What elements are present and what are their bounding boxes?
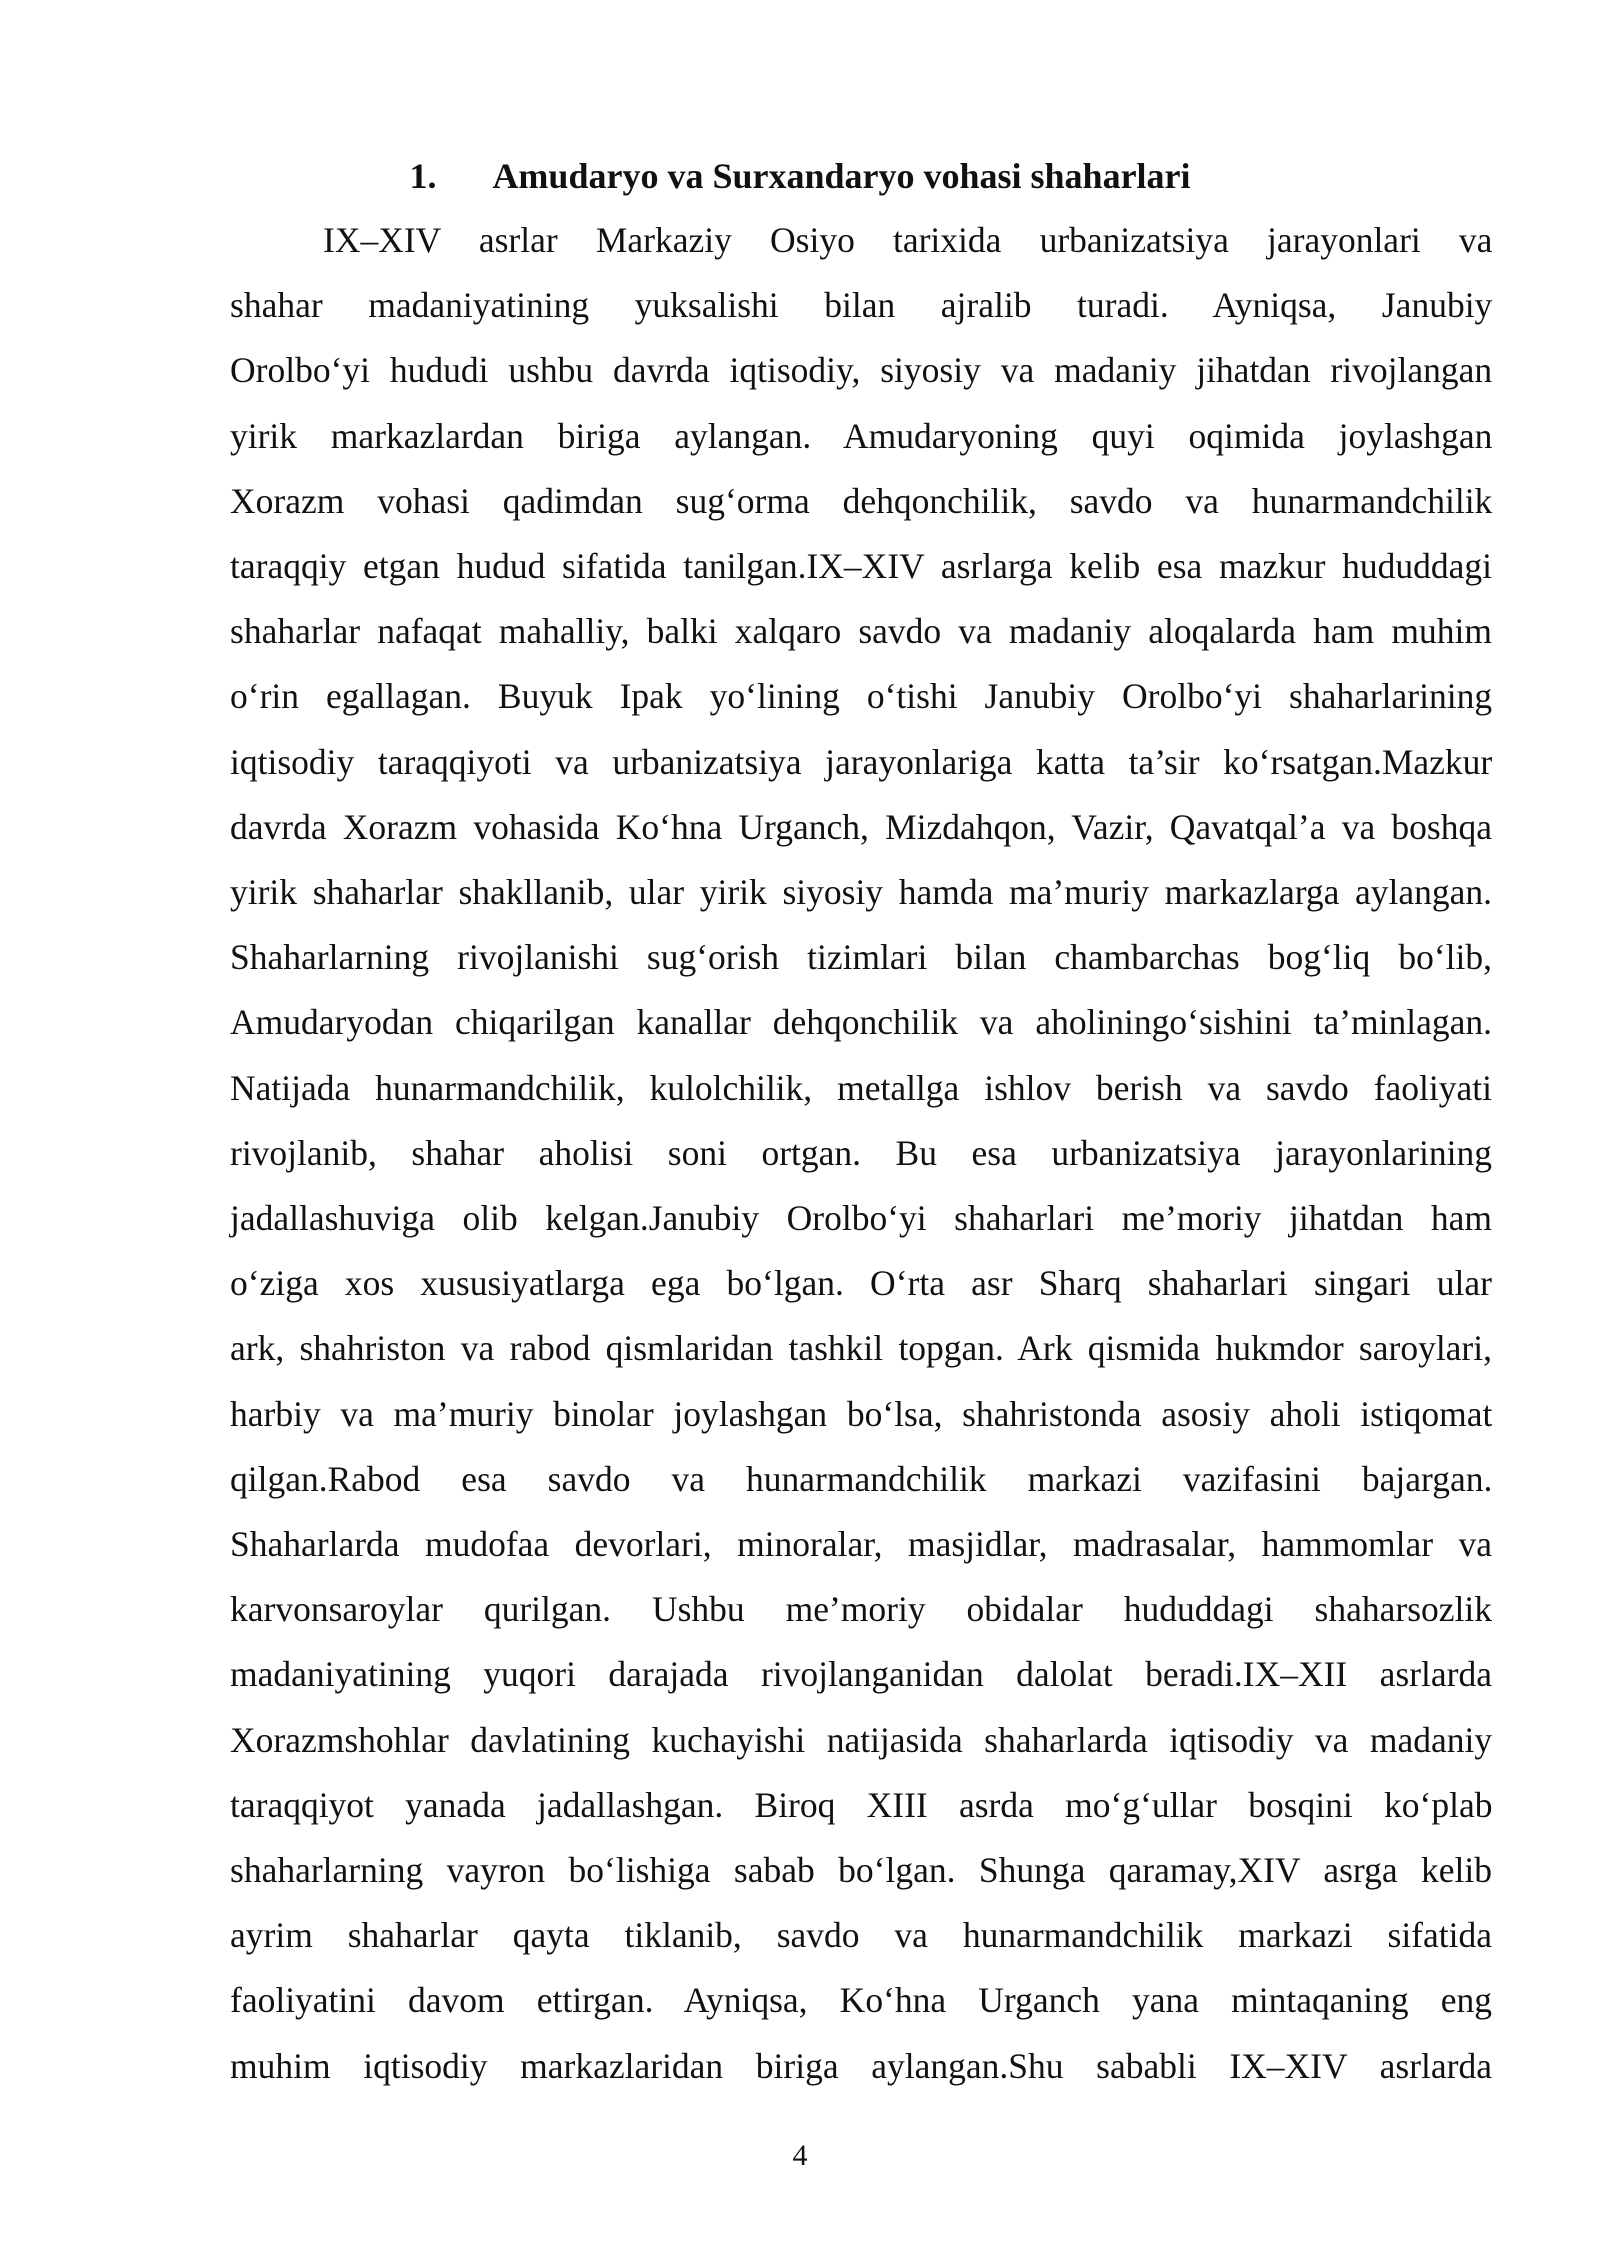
page-number: 4 [792,2139,808,2172]
text-line: ark, shahriston va rabod qismlaridan tashkil topgan. Ark qismida hukmdor saroylari, [230,1328,1492,1369]
text-line: shaharlar nafaqat mahalliy, balki xalqaro savdo va madaniy aloqalarda ham muhim [230,611,1492,652]
text-line: yirik shaharlar shakllanib, ular yirik siyosiy hamda ma’muriy markazlarga aylangan. [230,872,1493,913]
text-line: shaharlarning vayron boʻlishiga sabab boʻlgan. Shunga qaramay,XIV asrga kelib [230,1850,1492,1891]
body-paragraph [230,208,1492,2099]
section-number: 1. [409,156,437,196]
text-line: faoliyatini davom ettirgan. Ayniqsa, Koʻhna Urganch yana mintaqaning eng [230,1980,1492,2021]
text-line: Shaharlarning rivojlanishi sugʻorish tizimlari bilan chambarchas bogʻliq boʻlib, [230,937,1492,978]
text-line: harbiy va ma’muriy binolar joylashgan boʻlsa, shahristonda asosiy aholi istiqomat [230,1393,1493,1434]
text-line: IX–XIV asrlar Markaziy Osiyo tarixida urbanizatsiya jarayonlari va [323,220,1493,260]
text-line: muhim iqtisodiy markazlaridan biriga aylangan.Shu sababli IX–XIV asrlarda [230,2045,1492,2086]
text-line: jadallashuviga olib kelgan.Janubiy Orolboʻyi shaharlari me’moriy jihatdan ham [230,1198,1492,1239]
text-line: yirik markazlardan biriga aylangan. Amudaryoning quyi oqimida joylashgan [230,415,1493,456]
text-line: ayrim shaharlar qayta tiklanib, savdo va hunarmandchilik markazi sifatida [230,1915,1492,1956]
text-line: Xorazmshohlar davlatining kuchayishi natijasida shaharlarda iqtisodiy va madaniy [230,1719,1493,1760]
text-line: Xorazm vohasi qadimdan sugʻorma dehqonchilik, savdo va hunarmandchilik [230,480,1493,521]
text-line: karvonsaroylar qurilgan. Ushbu me’moriy obidalar hududdagi shaharsozlik [230,1589,1492,1630]
text-line: madaniyatining yuqori darajada rivojlanganidan dalolat beradi.IX–XII asrlarda [230,1654,1492,1695]
text-line: Natijada hunarmandchilik, kulolchilik, metallga ishlov berish va savdo faoliyati [230,1067,1492,1108]
text-line: qilgan.Rabod esa savdo va hunarmandchilik markazi vazifasini bajargan. [230,1458,1493,1499]
text-line: Orolboʻyi hududi ushbu davrda iqtisodiy, siyosiy va madaniy jihatdan rivojlangan [230,350,1493,391]
text-line: Shaharlarda mudofaa devorlari, minoralar, masjidlar, madrasalar, hammomlar va [230,1524,1493,1565]
text-line: davrda Xorazm vohasida Koʻhna Urganch, Mizdahqon, Vazir, Qavatqal’a va boshqa [230,806,1492,847]
text-line: Amudaryodan chiqarilgan kanallar dehqonchilik va aholiningoʻsishini ta’minlagan. [230,1002,1492,1043]
text-line: taraqqiyot yanada jadallashgan. Biroq XIII asrda moʻgʻullar bosqini koʻplab [230,1784,1493,1825]
text-line: shahar madaniyatining yuksalishi bilan ajralib turadi. Ayniqsa, Janubiy [230,285,1493,326]
text-line: taraqqiy etgan hudud sifatida tanilgan.IX–XIV asrlarga kelib esa mazkur hududdagi [230,546,1492,587]
section-heading [0,148,1600,204]
section-title: Amudaryo va Surxandaryo vohasi shaharlari [492,156,1191,196]
text-line: iqtisodiy taraqqiyoti va urbanizatsiya jarayonlariga katta ta’sir koʻrsatgan.Mazkur [230,741,1493,782]
text-line: oʻrin egallagan. Buyuk Ipak yoʻlining oʻtishi Janubiy Orolboʻyi shaharlarining [230,676,1493,717]
text-line: oʻziga xos xususiyatlarga ega boʻlgan. Oʻrta asr Sharq shaharlari singari ular [230,1263,1492,1304]
text-line: rivojlanib, shahar aholisi soni ortgan. Bu esa urbanizatsiya jarayonlarining [230,1132,1492,1173]
